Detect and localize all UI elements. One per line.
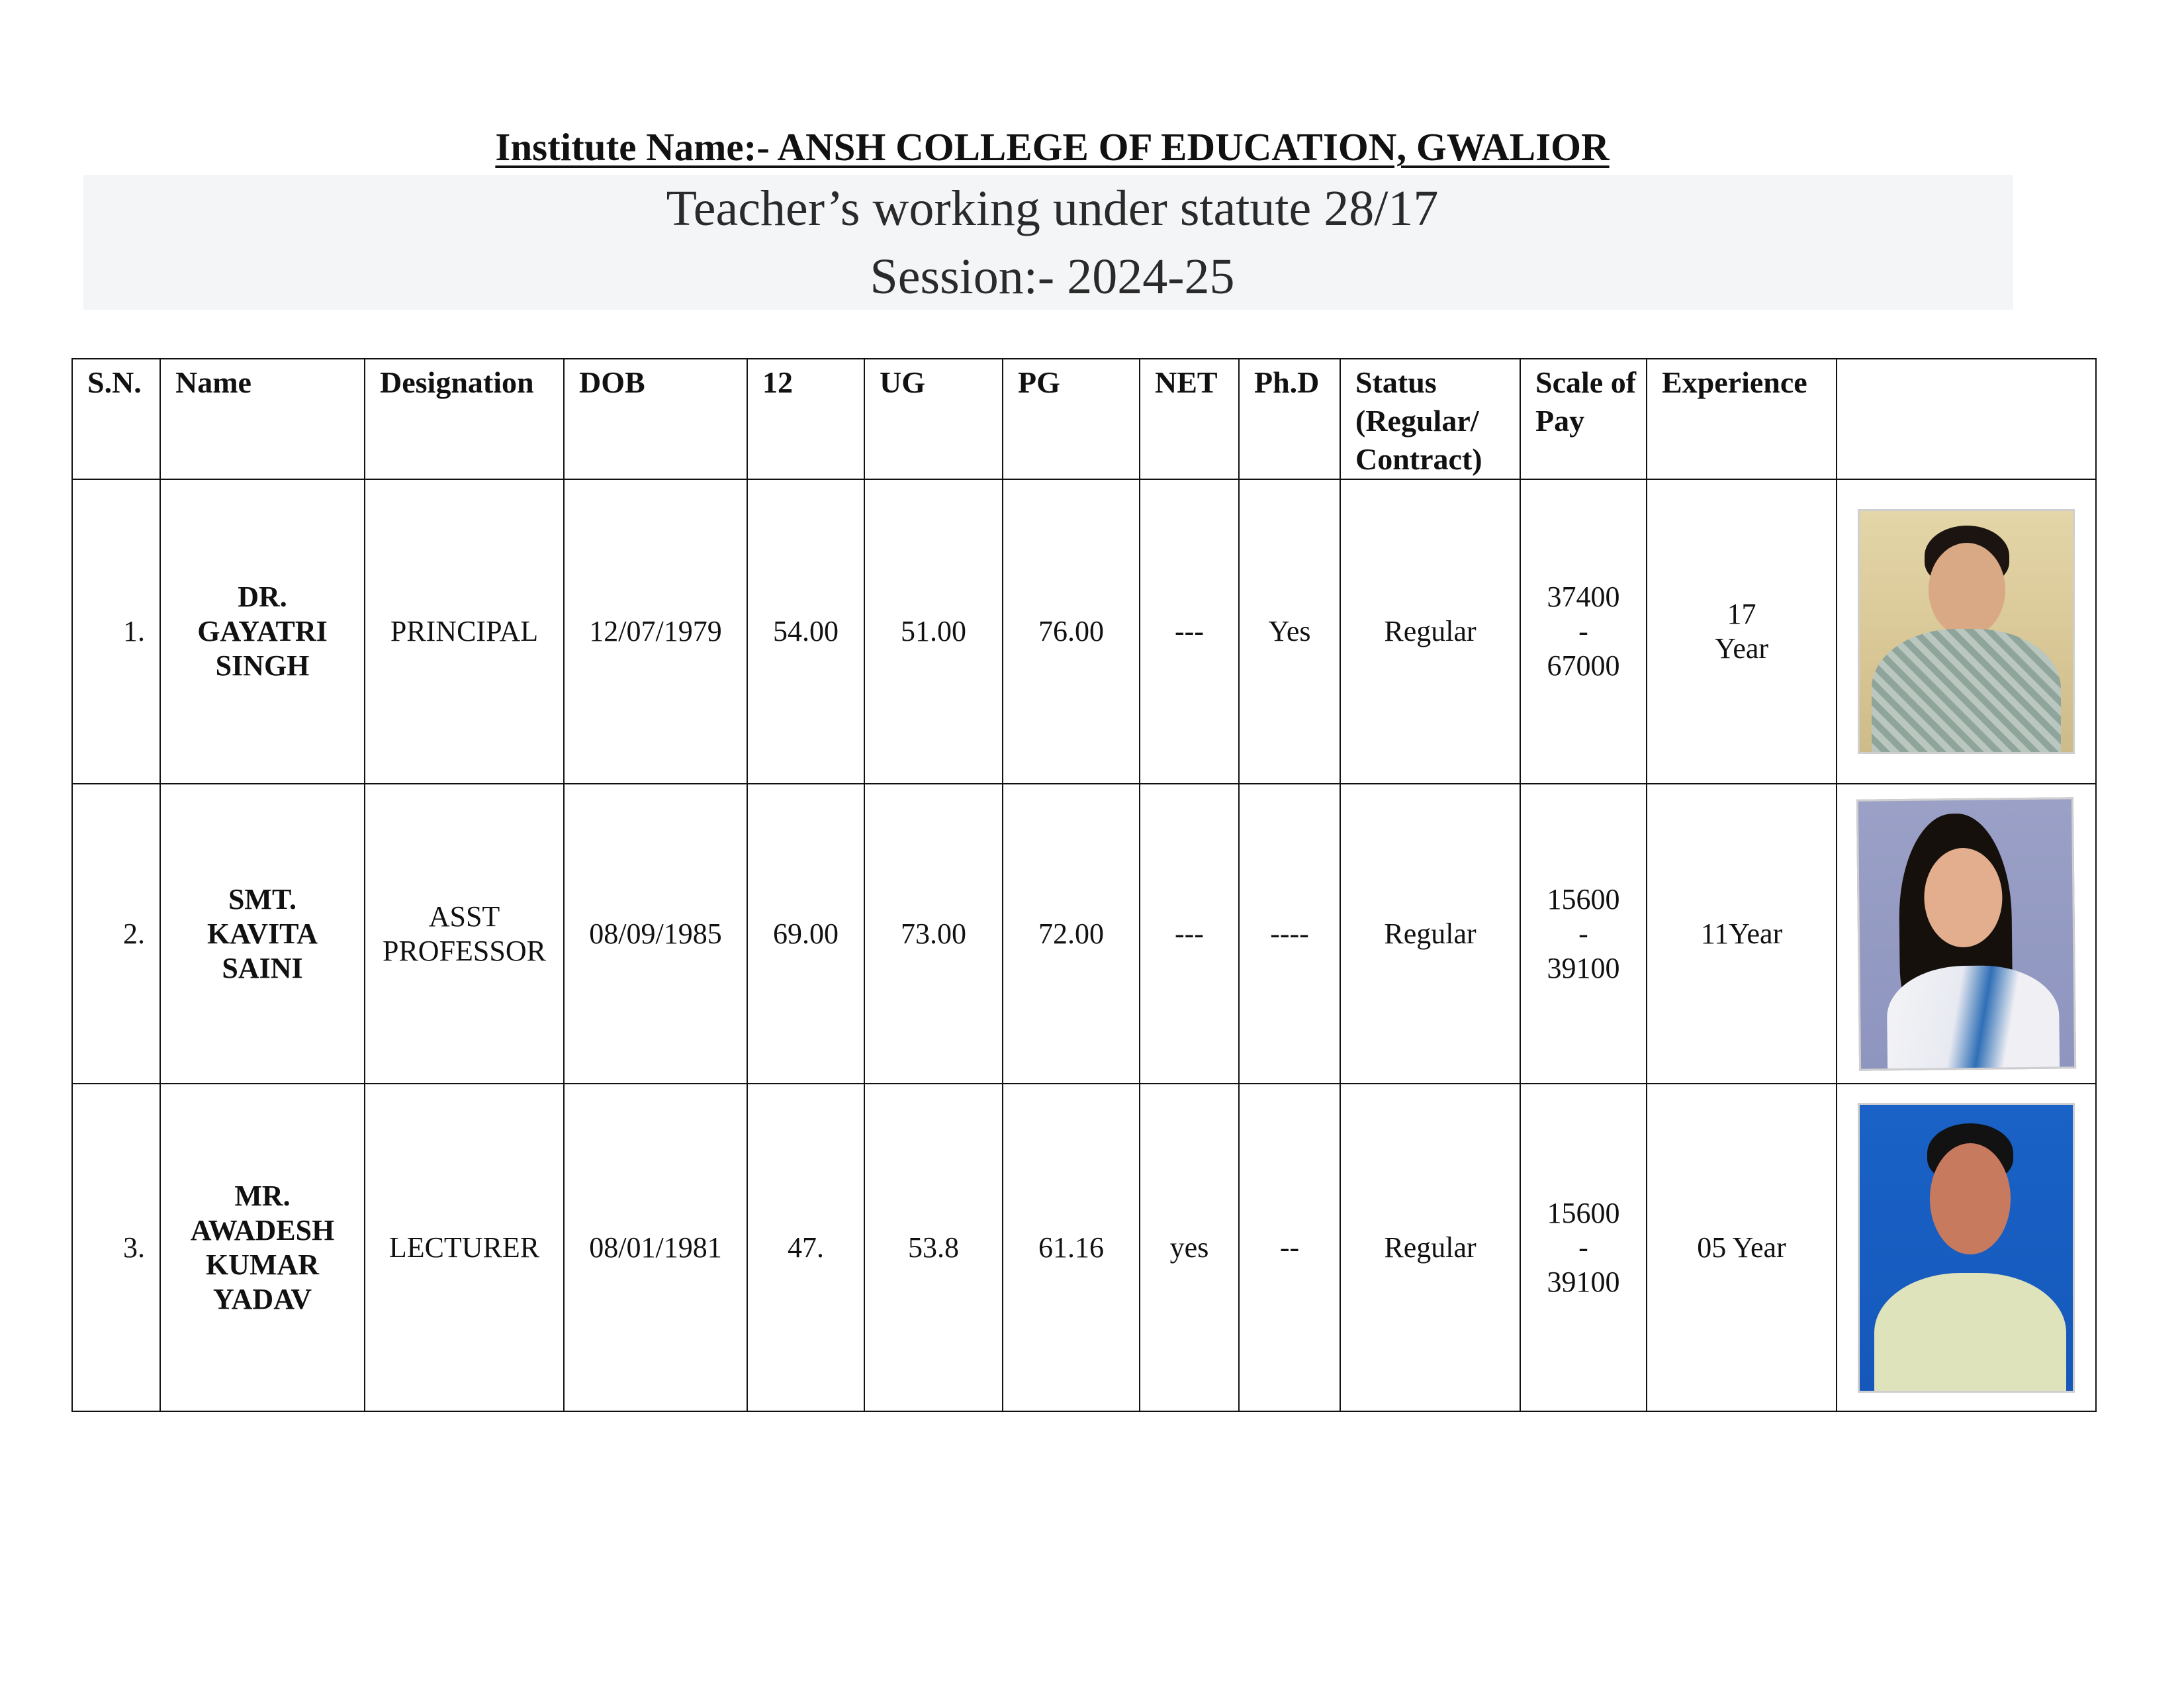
cell-12: 69.00	[747, 784, 864, 1084]
column-header: Scale of Pay	[1520, 359, 1647, 479]
cell-phd: ----	[1239, 784, 1340, 1084]
cell-photo	[1837, 479, 2096, 784]
name-line: KUMAR	[205, 1248, 320, 1281]
column-header: Status (Regular/ Contract)	[1340, 359, 1520, 479]
page-subtitle: Teacher’s working under statute 28/17	[666, 181, 1439, 236]
cell-pg: 61.16	[1003, 1084, 1140, 1411]
pay-line: 39100	[1547, 951, 1620, 984]
column-header: Experience	[1647, 359, 1837, 479]
designation-line: ASST	[428, 900, 500, 933]
cell-name	[160, 784, 365, 1084]
portrait-photo	[1856, 797, 2076, 1070]
pay-line: -	[1578, 917, 1588, 950]
experience-line: Year	[1714, 632, 1769, 665]
cell-dob: 08/09/1985	[564, 784, 747, 1084]
table-row	[72, 479, 2096, 784]
name-line: AWADESH	[190, 1213, 335, 1246]
cell-experience	[1647, 1084, 1837, 1411]
name-line: MR.	[234, 1179, 291, 1212]
cell-pg: 72.00	[1003, 784, 1140, 1084]
pay-line: -	[1578, 615, 1588, 647]
column-header-photo	[1837, 359, 2096, 479]
cell-designation	[365, 479, 564, 784]
cell-pay	[1520, 1084, 1647, 1411]
pay-line: 15600	[1547, 1196, 1620, 1229]
column-header: Designation	[365, 359, 564, 479]
table-header-row	[72, 359, 2096, 479]
column-header: 12	[747, 359, 864, 479]
cell-sn: 3.	[72, 1084, 160, 1411]
cell-status: Regular	[1340, 784, 1520, 1084]
pay-line: 67000	[1547, 649, 1620, 682]
cell-designation	[365, 784, 564, 1084]
column-header: Ph.D	[1239, 359, 1340, 479]
cell-net: ---	[1140, 784, 1239, 1084]
teachers-table	[71, 358, 2097, 1412]
experience-line: 11Year	[1700, 917, 1783, 950]
portrait-photo	[1858, 509, 2075, 754]
pay-line: 39100	[1547, 1265, 1620, 1298]
designation-line: PRINCIPAL	[390, 615, 539, 647]
pay-line: -	[1578, 1231, 1588, 1264]
pay-line: 37400	[1547, 581, 1620, 613]
institute-name: Institute Name:- ANSH COLLEGE OF EDUCATION, GWALIOR	[495, 125, 1610, 169]
cell-dob: 12/07/1979	[564, 479, 747, 784]
cell-net: yes	[1140, 1084, 1239, 1411]
column-header: S.N.	[72, 359, 160, 479]
cell-phd: Yes	[1239, 479, 1340, 784]
name-line: SINGH	[215, 649, 310, 682]
cell-pg: 76.00	[1003, 479, 1140, 784]
cell-sn: 1.	[72, 479, 160, 784]
cell-name	[160, 479, 365, 784]
cell-pay	[1520, 479, 1647, 784]
cell-designation	[365, 1084, 564, 1411]
column-header: PG	[1003, 359, 1140, 479]
name-line: DR.	[238, 581, 287, 613]
cell-photo	[1837, 784, 2096, 1084]
column-header: DOB	[564, 359, 747, 479]
table-row	[72, 1084, 2096, 1411]
name-line: GAYATRI	[197, 615, 328, 647]
session-label: Session:- 2024-25	[870, 249, 1235, 305]
cell-pay	[1520, 784, 1647, 1084]
cell-ug: 73.00	[864, 784, 1003, 1084]
experience-line: 17	[1727, 598, 1756, 630]
column-header: UG	[864, 359, 1003, 479]
experience-line: 05 Year	[1697, 1231, 1786, 1264]
cell-phd: --	[1239, 1084, 1340, 1411]
cell-ug: 53.8	[864, 1084, 1003, 1411]
portrait-photo	[1858, 1103, 2075, 1393]
cell-experience	[1647, 784, 1837, 1084]
name-line: KAVITA	[206, 917, 318, 950]
name-line: SMT.	[228, 882, 297, 915]
name-line: SAINI	[222, 951, 303, 984]
column-header: Name	[160, 359, 365, 479]
cell-12: 54.00	[747, 479, 864, 784]
cell-experience	[1647, 479, 1837, 784]
cell-status: Regular	[1340, 1084, 1520, 1411]
cell-net: ---	[1140, 479, 1239, 784]
table-row	[72, 784, 2096, 1084]
name-line: YADAV	[212, 1282, 312, 1315]
cell-name	[160, 1084, 365, 1411]
cell-12: 47.	[747, 1084, 864, 1411]
column-header: NET	[1140, 359, 1239, 479]
cell-sn: 2.	[72, 784, 160, 1084]
designation-line: PROFESSOR	[382, 934, 546, 967]
cell-ug: 51.00	[864, 479, 1003, 784]
pay-line: 15600	[1547, 882, 1620, 915]
designation-line: LECTURER	[388, 1231, 540, 1264]
cell-dob: 08/01/1981	[564, 1084, 747, 1411]
cell-status: Regular	[1340, 479, 1520, 784]
cell-photo	[1837, 1084, 2096, 1411]
